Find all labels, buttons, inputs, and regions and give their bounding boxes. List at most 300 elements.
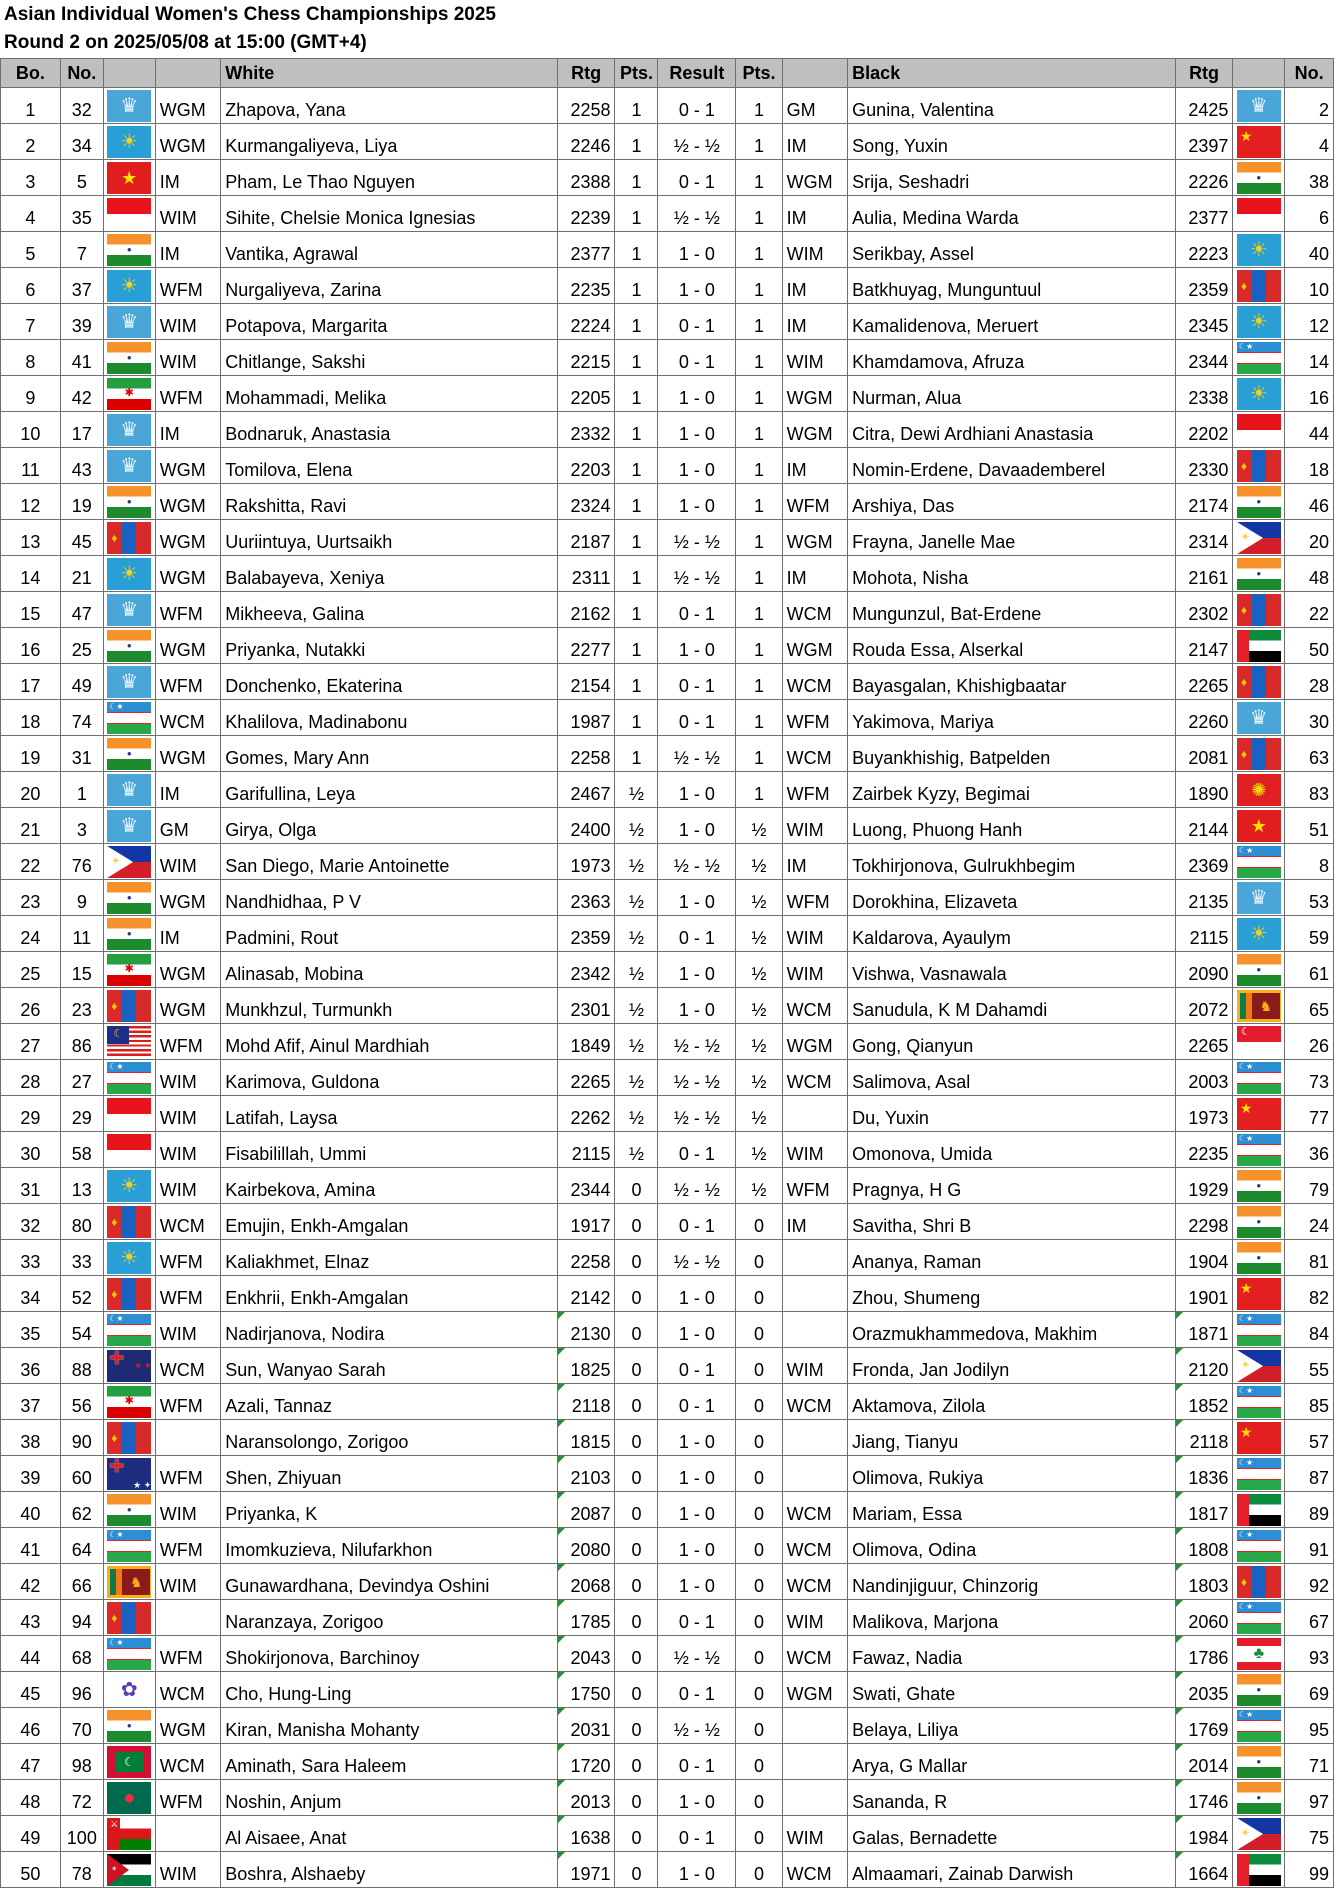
white-flag-icon [107,882,151,914]
board-number: 49 [1,1816,61,1852]
white-title: WCM [155,700,221,736]
col-white: White [221,59,558,88]
black-start-number: 73 [1285,1060,1334,1096]
white-points: 0 [615,1204,658,1240]
white-title: WIM [155,1852,221,1888]
pairing-row [1,88,1334,124]
white-points: 1 [615,232,658,268]
black-rating: 2115 [1175,916,1233,952]
white-points: ½ [615,1060,658,1096]
game-result: 1 - 0 [658,412,736,448]
black-rating: 2425 [1175,88,1233,124]
black-points: ½ [736,1132,782,1168]
white-player-name: Mikheeva, Galina [221,592,558,628]
game-result: 0 - 1 [658,664,736,700]
game-result: 1 - 0 [658,1456,736,1492]
black-start-number: 69 [1285,1672,1334,1708]
white-flag-icon [107,1746,151,1778]
white-points: 1 [615,628,658,664]
black-player-name: Du, Yuxin [848,1096,1176,1132]
black-flag-icon-cell [1233,952,1285,988]
black-player-name: Orazmukhammedova, Makhim [848,1312,1176,1348]
black-rating: 2014 [1175,1744,1233,1780]
white-start-number: 56 [60,1384,103,1420]
white-flag-icon [107,1818,151,1850]
black-flag-icon-cell [1233,664,1285,700]
black-rating: 2359 [1175,268,1233,304]
black-flag-icon-cell [1233,988,1285,1024]
board-number: 13 [1,520,61,556]
black-rating: 1746 [1175,1780,1233,1816]
board-number: 15 [1,592,61,628]
white-rating: 1849 [557,1024,615,1060]
white-flag-icon-cell [103,196,155,232]
white-title: WIM [155,1312,221,1348]
white-points: 1 [615,304,658,340]
black-start-number: 77 [1285,1096,1334,1132]
black-title: WIM [782,1600,848,1636]
white-player-name: Donchenko, Ekaterina [221,664,558,700]
black-title: WCM [782,1852,848,1888]
black-title: WFM [782,484,848,520]
white-flag-icon-cell [103,1276,155,1312]
black-start-number: 18 [1285,448,1334,484]
white-player-name: Nurgaliyeva, Zarina [221,268,558,304]
white-rating: 2154 [557,664,615,700]
black-flag-icon [1237,1854,1281,1886]
black-start-number: 14 [1285,340,1334,376]
game-result: ½ - ½ [658,1024,736,1060]
white-points: 0 [615,1780,658,1816]
black-flag-icon-cell [1233,232,1285,268]
white-start-number: 68 [60,1636,103,1672]
black-flag-icon [1237,954,1281,986]
pairing-row [1,1456,1334,1492]
black-rating: 2345 [1175,304,1233,340]
white-rating: 2262 [557,1096,615,1132]
black-flag-icon-cell [1233,556,1285,592]
black-start-number: 93 [1285,1636,1334,1672]
black-player-name: Yakimova, Mariya [848,700,1176,736]
black-points: 1 [736,268,782,304]
white-player-name: Garifullina, Leya [221,772,558,808]
pairing-row [1,1564,1334,1600]
pairings-table [0,58,1334,1888]
white-start-number: 1 [60,772,103,808]
white-start-number: 17 [60,412,103,448]
black-title: IM [782,124,848,160]
white-flag-icon [107,1134,151,1166]
white-points: 0 [615,1348,658,1384]
white-start-number: 58 [60,1132,103,1168]
white-flag-icon [107,1314,151,1346]
white-flag-icon [107,162,151,194]
white-flag-icon [107,90,151,122]
black-title: WCM [782,736,848,772]
black-title: WFM [782,700,848,736]
white-flag-icon-cell [103,484,155,520]
black-flag-icon-cell [1233,1708,1285,1744]
white-player-name: Potapova, Margarita [221,304,558,340]
white-rating: 2115 [557,1132,615,1168]
game-result: ½ - ½ [658,736,736,772]
game-result: 0 - 1 [658,160,736,196]
black-flag-icon [1237,1746,1281,1778]
black-flag-icon [1237,198,1281,230]
white-flag-icon [107,1710,151,1742]
black-title: WCM [782,1384,848,1420]
col-black: Black [848,59,1176,88]
black-title [782,1312,848,1348]
white-rating: 1971 [557,1852,615,1888]
game-result: 1 - 0 [658,880,736,916]
black-flag-icon [1237,522,1281,554]
game-result: 1 - 0 [658,1420,736,1456]
black-flag-icon-cell [1233,1564,1285,1600]
black-flag-icon [1237,126,1281,158]
white-rating: 1785 [557,1600,615,1636]
board-number: 40 [1,1492,61,1528]
white-rating: 1815 [557,1420,615,1456]
white-rating: 2103 [557,1456,615,1492]
white-player-name: Enkhrii, Enkh-Amgalan [221,1276,558,1312]
white-points: 0 [615,1744,658,1780]
white-flag-icon [107,1566,151,1598]
white-flag-icon [107,486,151,518]
white-start-number: 60 [60,1456,103,1492]
black-start-number: 91 [1285,1528,1334,1564]
black-flag-icon [1237,810,1281,842]
white-title: IM [155,160,221,196]
white-player-name: Aminath, Sara Haleem [221,1744,558,1780]
board-number: 22 [1,844,61,880]
white-rating: 2187 [557,520,615,556]
white-rating: 2258 [557,1240,615,1276]
game-result: 0 - 1 [658,1816,736,1852]
white-title: WGM [155,880,221,916]
board-number: 6 [1,268,61,304]
white-flag-icon-cell [103,124,155,160]
black-flag-icon [1237,1674,1281,1706]
black-title: WIM [782,1816,848,1852]
black-rating: 1852 [1175,1384,1233,1420]
white-flag-icon-cell [103,1780,155,1816]
white-start-number: 21 [60,556,103,592]
pairing-row [1,1276,1334,1312]
black-flag-icon [1237,1710,1281,1742]
black-rating: 2223 [1175,232,1233,268]
black-points: 1 [736,304,782,340]
black-flag-icon [1237,90,1281,122]
black-rating: 2090 [1175,952,1233,988]
black-start-number: 20 [1285,520,1334,556]
black-flag-icon-cell [1233,412,1285,448]
black-player-name: Nurman, Alua [848,376,1176,412]
black-points: 1 [736,772,782,808]
black-start-number: 63 [1285,736,1334,772]
white-rating: 2344 [557,1168,615,1204]
black-rating: 1769 [1175,1708,1233,1744]
game-result: ½ - ½ [658,1168,736,1204]
white-points: 1 [615,160,658,196]
black-points: ½ [736,916,782,952]
black-flag-icon [1237,846,1281,878]
white-rating: 2235 [557,268,615,304]
white-points: 1 [615,268,658,304]
black-player-name: Olimova, Rukiya [848,1456,1176,1492]
black-points: 0 [736,1276,782,1312]
white-points: 1 [615,124,658,160]
white-start-number: 37 [60,268,103,304]
white-points: 0 [615,1420,658,1456]
white-title: IM [155,232,221,268]
black-flag-icon-cell [1233,448,1285,484]
white-player-name: Boshra, Alshaeby [221,1852,558,1888]
white-rating: 2031 [557,1708,615,1744]
white-player-name: Priyanka, Nutakki [221,628,558,664]
black-title [782,1420,848,1456]
white-title [155,1816,221,1852]
black-flag-icon [1237,306,1281,338]
white-flag-icon [107,1170,151,1202]
black-flag-icon [1237,1278,1281,1310]
black-start-number: 59 [1285,916,1334,952]
page-header [0,0,1337,58]
white-title [155,1420,221,1456]
white-points: 0 [615,1816,658,1852]
black-rating: 2226 [1175,160,1233,196]
black-player-name: Gong, Qianyun [848,1024,1176,1060]
game-result: ½ - ½ [658,1636,736,1672]
black-rating: 2265 [1175,664,1233,700]
white-flag-icon [107,918,151,950]
black-points: 0 [736,1852,782,1888]
black-title: GM [782,88,848,124]
pairing-row [1,700,1334,736]
black-player-name: Nandinjiguur, Chinzorig [848,1564,1176,1600]
white-points: 1 [615,592,658,628]
white-rating: 1825 [557,1348,615,1384]
white-player-name: Fisabilillah, Ummi [221,1132,558,1168]
white-points: 1 [615,664,658,700]
col-white-rating: Rtg [557,59,615,88]
black-title: WCM [782,592,848,628]
white-points: 0 [615,1852,658,1888]
black-rating: 2161 [1175,556,1233,592]
pairing-row [1,1060,1334,1096]
white-flag-icon [107,1098,151,1130]
white-start-number: 19 [60,484,103,520]
white-rating: 2332 [557,412,615,448]
game-result: 1 - 0 [658,1276,736,1312]
black-start-number: 55 [1285,1348,1334,1384]
white-flag-icon-cell [103,1312,155,1348]
col-white-flag [103,59,155,88]
black-title: WIM [782,232,848,268]
black-start-number: 46 [1285,484,1334,520]
pairing-row [1,160,1334,196]
white-flag-icon-cell [103,376,155,412]
black-player-name: Kaldarova, Ayaulym [848,916,1176,952]
white-player-name: Kurmangaliyeva, Liya [221,124,558,160]
white-rating: 2400 [557,808,615,844]
white-flag-icon [107,414,151,446]
black-flag-icon-cell [1233,844,1285,880]
black-title: WCM [782,988,848,1024]
white-rating: 2277 [557,628,615,664]
white-flag-icon-cell [103,1816,155,1852]
white-rating: 2377 [557,232,615,268]
pairing-row [1,520,1334,556]
black-flag-icon [1237,1530,1281,1562]
white-title: WFM [155,1528,221,1564]
black-player-name: Fawaz, Nadia [848,1636,1176,1672]
black-player-name: Ananya, Raman [848,1240,1176,1276]
white-rating: 2224 [557,304,615,340]
white-title: WFM [155,1276,221,1312]
white-flag-icon-cell [103,1708,155,1744]
black-player-name: Bayasgalan, Khishigbaatar [848,664,1176,700]
black-rating: 2072 [1175,988,1233,1024]
black-rating: 2330 [1175,448,1233,484]
white-rating: 1638 [557,1816,615,1852]
black-player-name: Kamalidenova, Meruert [848,304,1176,340]
black-flag-icon-cell [1233,1528,1285,1564]
black-title: IM [782,304,848,340]
white-flag-icon-cell [103,664,155,700]
black-start-number: 83 [1285,772,1334,808]
white-rating: 2203 [557,448,615,484]
game-result: 0 - 1 [658,1744,736,1780]
game-result: 1 - 0 [658,772,736,808]
pairing-row [1,1672,1334,1708]
black-player-name: Swati, Ghate [848,1672,1176,1708]
white-start-number: 45 [60,520,103,556]
pairing-row [1,1744,1334,1780]
black-start-number: 4 [1285,124,1334,160]
pairing-row [1,304,1334,340]
black-points: 1 [736,484,782,520]
white-title: WGM [155,88,221,124]
black-flag-icon [1237,774,1281,806]
black-flag-icon [1237,486,1281,518]
black-player-name: Zhou, Shumeng [848,1276,1176,1312]
black-player-name: Pragnya, H G [848,1168,1176,1204]
black-player-name: Fronda, Jan Jodilyn [848,1348,1176,1384]
game-result: 1 - 0 [658,808,736,844]
black-rating: 2314 [1175,520,1233,556]
black-flag-icon [1237,1026,1281,1058]
game-result: ½ - ½ [658,556,736,592]
game-result: 0 - 1 [658,340,736,376]
white-player-name: Balabayeva, Xeniya [221,556,558,592]
white-points: 0 [615,1456,658,1492]
black-start-number: 40 [1285,232,1334,268]
white-points: 0 [615,1492,658,1528]
white-title: WIM [155,304,221,340]
black-flag-icon-cell [1233,1672,1285,1708]
black-flag-icon [1237,666,1281,698]
game-result: 0 - 1 [658,1384,736,1420]
board-number: 19 [1,736,61,772]
game-result: 1 - 0 [658,628,736,664]
white-points: 1 [615,340,658,376]
black-points: 0 [736,1420,782,1456]
white-points: 0 [615,1672,658,1708]
white-player-name: Kaliakhmet, Elnaz [221,1240,558,1276]
pairing-row [1,592,1334,628]
white-flag-icon [107,1782,151,1814]
black-start-number: 38 [1285,160,1334,196]
black-flag-icon [1237,450,1281,482]
white-player-name: Chitlange, Sakshi [221,340,558,376]
white-flag-icon-cell [103,592,155,628]
black-flag-icon-cell [1233,628,1285,664]
board-number: 9 [1,376,61,412]
black-points: 1 [736,340,782,376]
black-player-name: Belaya, Liliya [848,1708,1176,1744]
black-title: WGM [782,160,848,196]
white-flag-icon [107,234,151,266]
white-player-name: Khalilova, Madinabonu [221,700,558,736]
black-start-number: 79 [1285,1168,1334,1204]
black-player-name: Dorokhina, Elizaveta [848,880,1176,916]
white-flag-icon [107,306,151,338]
black-flag-icon-cell [1233,736,1285,772]
white-rating: 2087 [557,1492,615,1528]
black-flag-icon-cell [1233,1060,1285,1096]
black-flag-icon-cell [1233,376,1285,412]
white-points: 1 [615,736,658,772]
black-rating: 2260 [1175,700,1233,736]
black-flag-icon-cell [1233,1168,1285,1204]
white-flag-icon-cell [103,700,155,736]
black-flag-icon [1237,594,1281,626]
white-title: WFM [155,1456,221,1492]
black-player-name: Mungunzul, Bat-Erdene [848,592,1176,628]
white-flag-icon [107,198,151,230]
black-flag-icon [1237,1314,1281,1346]
black-rating: 1973 [1175,1096,1233,1132]
black-title [782,1456,848,1492]
black-flag-icon-cell [1233,700,1285,736]
white-flag-icon-cell [103,880,155,916]
white-rating: 2013 [557,1780,615,1816]
white-title: WCM [155,1204,221,1240]
black-flag-icon-cell [1233,160,1285,196]
black-points: 1 [736,232,782,268]
white-title: WIM [155,1060,221,1096]
black-player-name: Rouda Essa, Alserkal [848,628,1176,664]
white-points: ½ [615,1096,658,1132]
board-number: 35 [1,1312,61,1348]
black-points: 1 [736,592,782,628]
white-player-name: Zhapova, Yana [221,88,558,124]
black-points: 1 [736,124,782,160]
pairing-row [1,1024,1334,1060]
black-title: WCM [782,1492,848,1528]
white-player-name: Padmini, Rout [221,916,558,952]
black-flag-icon-cell [1233,772,1285,808]
black-points: 1 [736,628,782,664]
white-title: WFM [155,1780,221,1816]
black-rating: 2135 [1175,880,1233,916]
board-number: 5 [1,232,61,268]
black-flag-icon-cell [1233,88,1285,124]
black-points: 0 [736,1744,782,1780]
black-flag-icon [1237,918,1281,950]
white-flag-icon-cell [103,1456,155,1492]
